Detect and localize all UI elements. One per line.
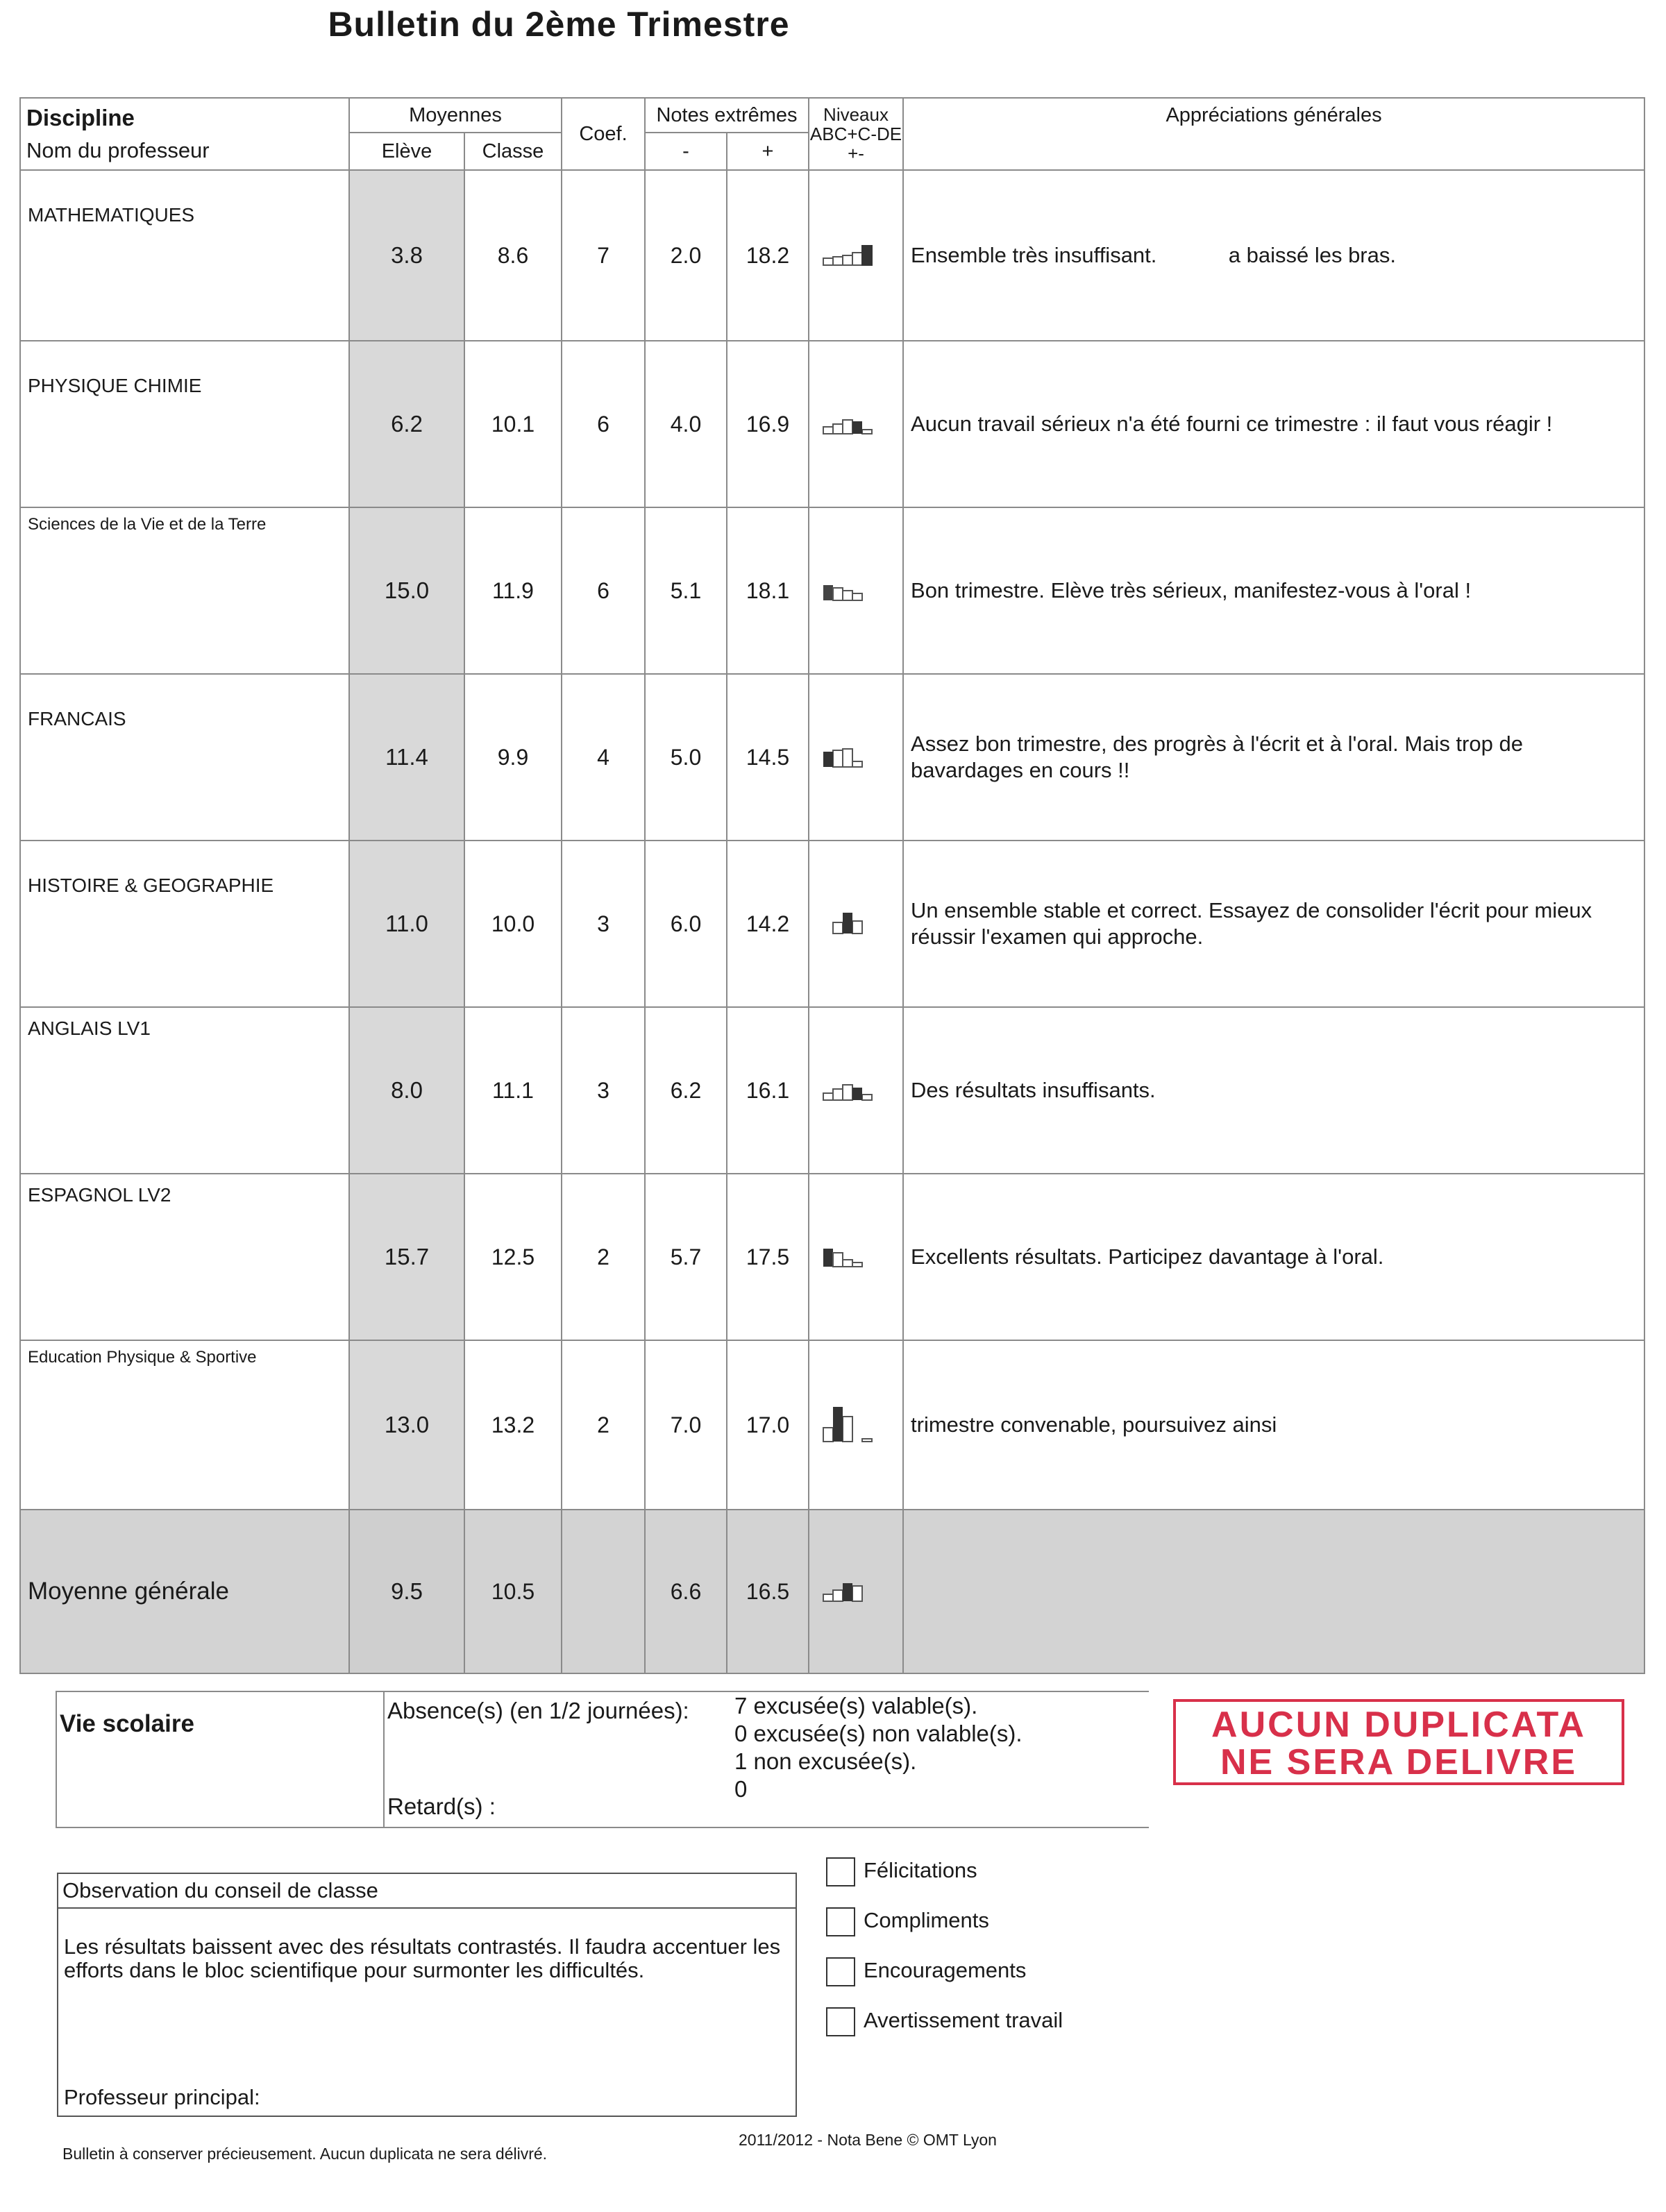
no-duplicate-stamp: AUCUN DUPLICATA NE SERA DELIVRE	[1173, 1699, 1624, 1785]
max-grade: 18.2	[727, 170, 809, 341]
coefficient: 3	[562, 1007, 645, 1174]
eleve-average: 6.2	[349, 341, 464, 507]
footer-copyright: 2011/2012 - Nota Bene © OMT Lyon	[739, 2131, 997, 2149]
observation-title: Observation du conseil de classe	[58, 1874, 796, 1909]
coefficient	[562, 1510, 645, 1673]
checkbox-icon[interactable]	[826, 2007, 855, 2036]
header-notes-extremes: Notes extrêmes	[645, 98, 809, 133]
absence-line: 0 excusée(s) non valable(s).	[734, 1721, 1023, 1746]
min-grade: 6.6	[645, 1510, 727, 1673]
max-grade: 16.5	[727, 1510, 809, 1673]
coefficient: 6	[562, 341, 645, 507]
level-histogram-icon	[809, 507, 903, 674]
min-grade: 5.1	[645, 507, 727, 674]
min-grade: 2.0	[645, 170, 727, 341]
absences-label: Absence(s) (en 1/2 journées):	[387, 1698, 689, 1723]
class-average: 10.0	[464, 841, 562, 1007]
min-grade: 5.0	[645, 674, 727, 841]
eleve-average: 11.0	[349, 841, 464, 1007]
vie-scolaire-details	[384, 1691, 1149, 1827]
header-coef: Coef.	[562, 98, 645, 170]
appreciation: Aucun travail sérieux n'a été fourni ce trimestre : il faut vous réagir !	[903, 341, 1644, 507]
footer-note: Bulletin à conserver précieusement. Aucun duplicata ne sera délivré.	[62, 2145, 548, 2163]
checkbox-avertissement[interactable]: Avertissement travail	[826, 2007, 1063, 2036]
level-histogram-icon	[809, 170, 903, 341]
subject-name: Education Physique & Sportive	[20, 1340, 349, 1510]
appreciation: Ensemble très insuffisant. a baissé les bras.	[903, 170, 1644, 341]
bulletin-title: Bulletin du 2ème Trimestre	[328, 5, 790, 44]
table-row	[20, 674, 1644, 841]
max-grade: 17.0	[727, 1340, 809, 1510]
appreciation: Bon trimestre. Elève très sérieux, manifestez-vous à l'oral !	[903, 507, 1644, 674]
coefficient: 2	[562, 1340, 645, 1510]
eleve-average: 13.0	[349, 1340, 464, 1510]
class-average: 10.1	[464, 341, 562, 507]
max-grade: 18.1	[727, 507, 809, 674]
table-row	[20, 1340, 1644, 1510]
coefficient: 3	[562, 841, 645, 1007]
max-grade: 16.9	[727, 341, 809, 507]
checkbox-icon[interactable]	[826, 1907, 855, 1936]
vie-scolaire-label: Vie scolaire	[56, 1691, 384, 1827]
header-discipline: Discipline Nom du professeur	[20, 98, 349, 170]
checkbox-compliments[interactable]: Compliments	[826, 1907, 989, 1936]
subject-name: ESPAGNOL LV2	[20, 1174, 349, 1340]
table-row	[20, 1174, 1644, 1340]
level-histogram-icon	[809, 674, 903, 841]
level-histogram-icon	[809, 1510, 903, 1673]
subject-name: PHYSIQUE CHIMIE	[20, 341, 349, 507]
min-grade: 6.0	[645, 841, 727, 1007]
level-histogram-icon	[809, 841, 903, 1007]
header-moyennes: Moyennes	[349, 98, 562, 133]
coefficient: 2	[562, 1174, 645, 1340]
absence-line: 1 non excusée(s).	[734, 1748, 917, 1774]
eleve-average: 11.4	[349, 674, 464, 841]
appreciation: trimestre convenable, poursuivez ainsi	[903, 1340, 1644, 1510]
observation-box	[57, 1873, 797, 2117]
subject-name: ANGLAIS LV1	[20, 1007, 349, 1174]
subject-name: HISTOIRE & GEOGRAPHIE	[20, 841, 349, 1007]
class-average: 11.9	[464, 507, 562, 674]
moyenne-generale-row	[20, 1510, 1644, 1673]
table-row	[20, 507, 1644, 674]
class-average: 8.6	[464, 170, 562, 341]
checkbox-felicitations[interactable]: Félicitations	[826, 1857, 977, 1886]
class-average: 12.5	[464, 1174, 562, 1340]
class-average: 9.9	[464, 674, 562, 841]
header-classe: Classe	[464, 133, 562, 170]
appreciation	[903, 1510, 1644, 1673]
subject-name: MATHEMATIQUES	[20, 170, 349, 341]
retards-label: Retard(s) :	[387, 1793, 496, 1819]
vie-scolaire-table	[56, 1691, 1149, 1828]
retards-value: 0	[734, 1776, 748, 1802]
header-min: -	[645, 133, 727, 170]
appreciation: Un ensemble stable et correct. Essayez de consolider l'écrit pour mieux réussir l'examen qui approche.	[903, 841, 1644, 1007]
table-row	[20, 170, 1644, 341]
max-grade: 17.5	[727, 1174, 809, 1340]
table-row	[20, 841, 1644, 1007]
eleve-average: 9.5	[349, 1510, 464, 1673]
class-average: 10.5	[464, 1510, 562, 1673]
min-grade: 6.2	[645, 1007, 727, 1174]
max-grade: 16.1	[727, 1007, 809, 1174]
table-row	[20, 1007, 1644, 1174]
table-row	[20, 341, 1644, 507]
eleve-average: 3.8	[349, 170, 464, 341]
level-histogram-icon	[809, 1174, 903, 1340]
subject-name: FRANCAIS	[20, 674, 349, 841]
eleve-average: 15.0	[349, 507, 464, 674]
max-grade: 14.5	[727, 674, 809, 841]
checkbox-icon[interactable]	[826, 1857, 855, 1886]
max-grade: 14.2	[727, 841, 809, 1007]
appreciation: Excellents résultats. Participez davantage à l'oral.	[903, 1174, 1644, 1340]
level-histogram-icon	[809, 1007, 903, 1174]
level-histogram-icon	[809, 1340, 903, 1510]
coefficient: 4	[562, 674, 645, 841]
min-grade: 7.0	[645, 1340, 727, 1510]
min-grade: 4.0	[645, 341, 727, 507]
header-eleve: Elève	[349, 133, 464, 170]
checkbox-encouragements[interactable]: Encouragements	[826, 1957, 1026, 1986]
coefficient: 7	[562, 170, 645, 341]
class-average: 11.1	[464, 1007, 562, 1174]
grades-table	[19, 97, 1645, 1674]
min-grade: 5.7	[645, 1174, 727, 1340]
header-max: +	[727, 133, 809, 170]
absence-line: 7 excusée(s) valable(s).	[734, 1693, 978, 1719]
header-appreciations: Appréciations générales	[903, 98, 1644, 170]
checkbox-icon[interactable]	[826, 1957, 855, 1986]
moyenne-generale-label: Moyenne générale	[20, 1510, 349, 1673]
professeur-principal: Professeur principal:	[64, 2085, 260, 2109]
subject-name: Sciences de la Vie et de la Terre	[20, 507, 349, 674]
header-niveaux: Niveaux ABC+C-DE +-	[809, 98, 903, 170]
eleve-average: 8.0	[349, 1007, 464, 1174]
appreciation: Assez bon trimestre, des progrès à l'écrit et à l'oral. Mais trop de bavardages en cours !!	[903, 674, 1644, 841]
observation-text: Les résultats baissent avec des résultats contrastés. Il faudra accentuer les efforts dans le bloc scientifique pour surmonter les difficultés.	[64, 1934, 781, 1982]
appreciation: Des résultats insuffisants.	[903, 1007, 1644, 1174]
eleve-average: 15.7	[349, 1174, 464, 1340]
level-histogram-icon	[809, 341, 903, 507]
coefficient: 6	[562, 507, 645, 674]
class-average: 13.2	[464, 1340, 562, 1510]
